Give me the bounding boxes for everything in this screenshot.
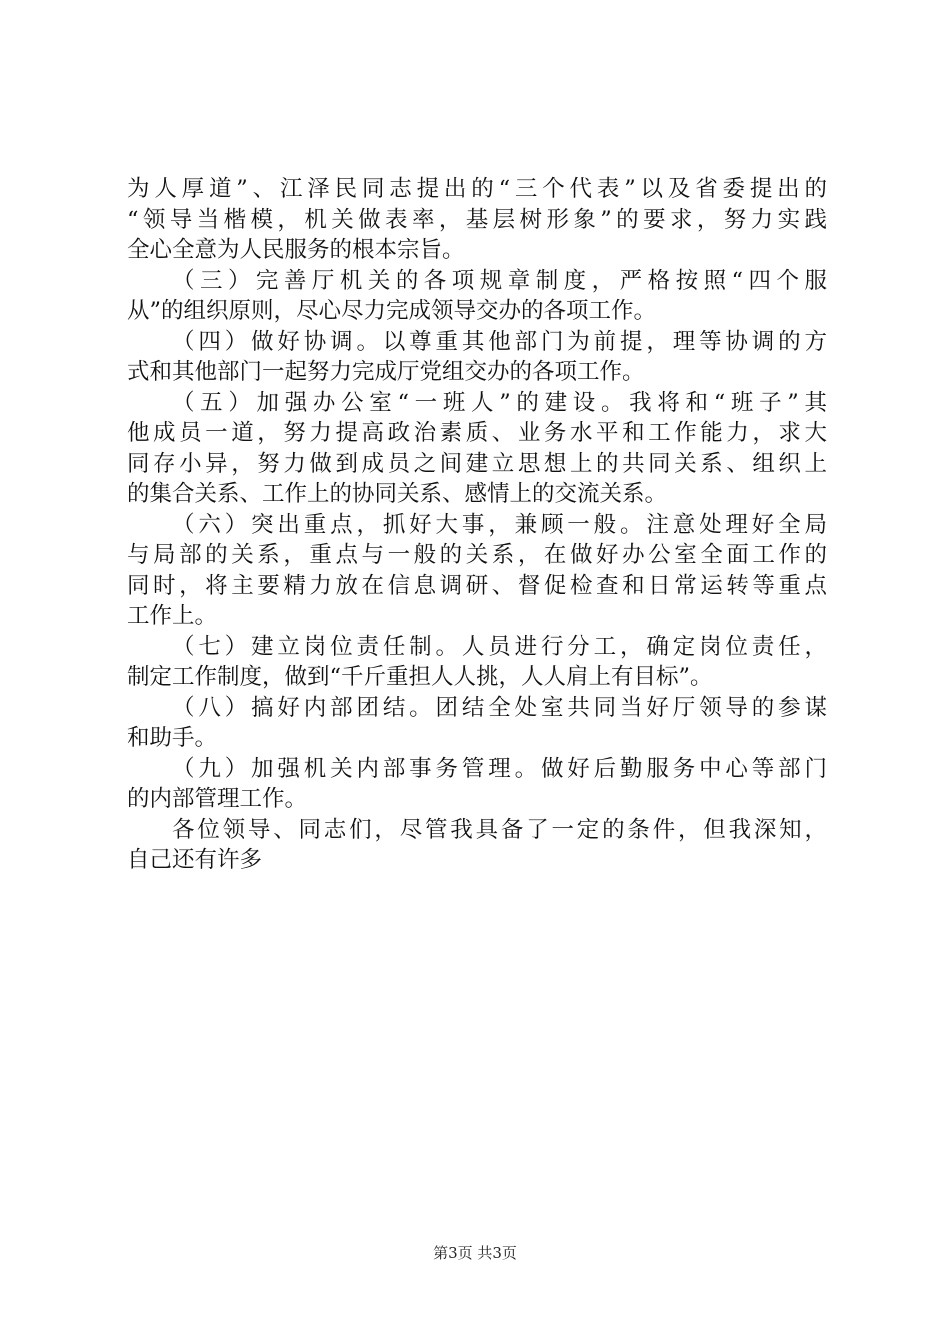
text-line: （七）建立岗位责任制。人员进行分工，确定岗位责任，: [172, 633, 827, 660]
text-line: 自己还有许多: [127, 847, 263, 873]
text-line: 的内部管理工作。: [127, 786, 308, 812]
text-line: 从”的组织原则，尽心尽力完成领导交办的各项工作。: [127, 298, 657, 324]
text-line: 制定工作制度，做到“千斤重担人人挑，人人肩上有目标”。: [127, 664, 713, 690]
text-line: 与局部的关系，重点与一般的关系，在做好办公室全面工作的: [127, 542, 827, 568]
text-line: 为人厚道”、江泽民同志提出的“三个代表”以及省委提出的: [127, 176, 827, 202]
text-line: 各位领导、同志们，尽管我具备了一定的条件，但我深知，: [172, 816, 827, 843]
text-line: “领导当楷模，机关做表率，基层树形象”的要求，努力实践: [127, 206, 827, 233]
text-line: 工作上。: [127, 603, 218, 629]
text-line: 同时，将主要精力放在信息调研、督促检查和日常运转等重点: [127, 572, 827, 599]
text-line: 的集合关系、工作上的协同关系、感情上的交流关系。: [127, 481, 668, 507]
text-line: （六）突出重点，抓好大事，兼顾一般。注意处理好全局: [172, 511, 827, 538]
page-footer: 第3页 共3页: [433, 1244, 517, 1262]
text-line: 同存小异，努力做到成员之间建立思想上的共同关系、组织上: [127, 450, 827, 477]
document-body: [127, 174, 827, 876]
text-line: （三）完善厅机关的各项规章制度，严格按照“四个服: [172, 267, 827, 294]
text-line: （八）搞好内部团结。团结全处室共同当好厅领导的参谋: [172, 694, 827, 721]
text-line: 全心全意为人民服务的根本宗旨。: [127, 237, 465, 263]
text-line: （五）加强办公室“一班人”的建设。我将和“班子”其: [172, 389, 827, 416]
text-line: （四）做好协调。以尊重其他部门为前提，理等协调的方: [172, 328, 827, 355]
text-line: （九）加强机关内部事务管理。做好后勤服务中心等部门: [172, 755, 827, 782]
text-line: 他成员一道，努力提高政治素质、业务水平和工作能力，求大: [127, 420, 827, 446]
text-line: 和助手。: [127, 725, 218, 751]
text-line: 式和其他部门一起努力完成厅党组交办的各项工作。: [127, 359, 645, 385]
